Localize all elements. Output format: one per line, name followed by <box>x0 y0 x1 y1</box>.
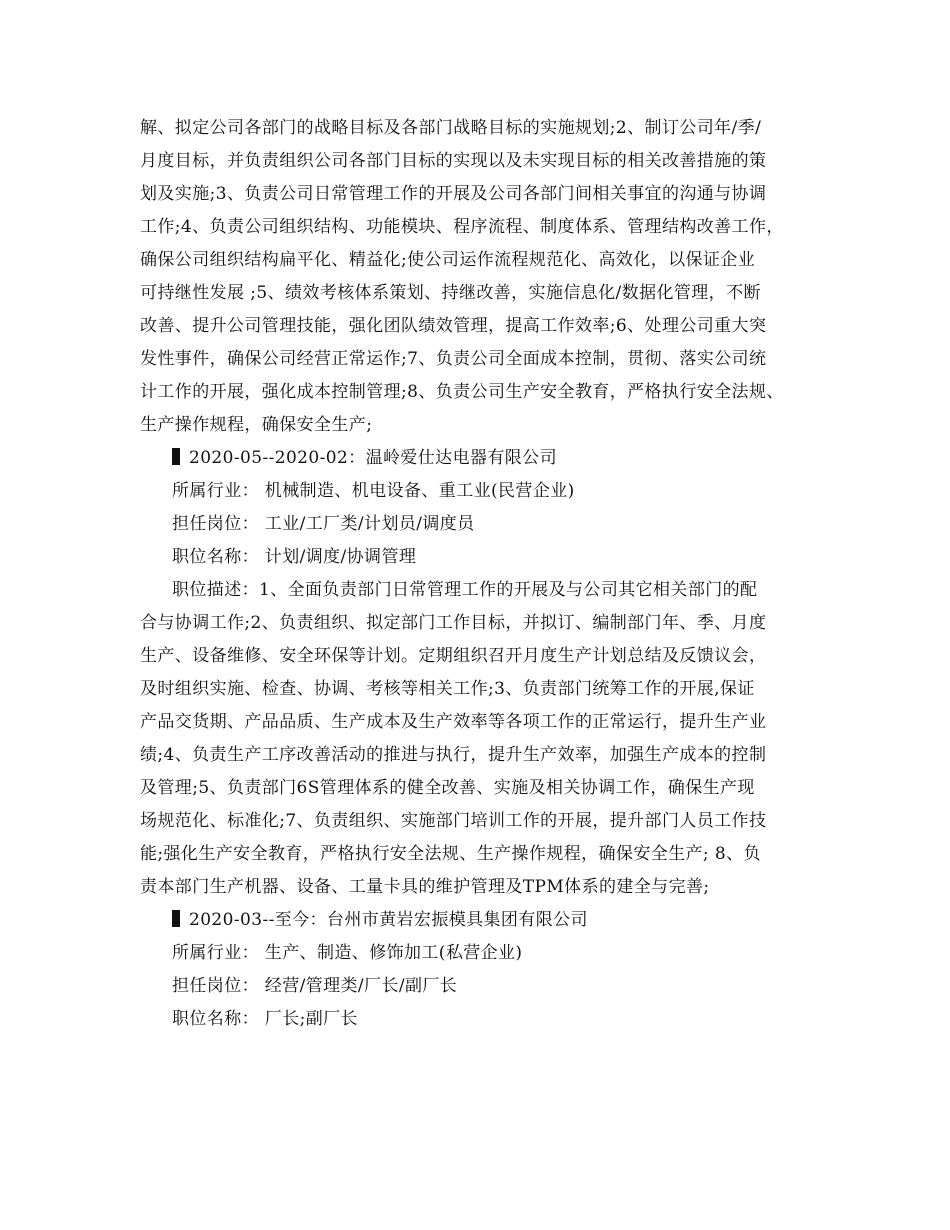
paragraph-line: 改善、提升公司管理技能，强化团队绩效管理，提高工作效率;6、处理公司重大突 <box>140 316 767 336</box>
paragraph-line: 月度目标，并负责组织公司各部门目标的实现以及未实现目标的相关改善措施的策 <box>140 151 767 171</box>
job-post: 担任岗位： 经营/管理类/厂长/副厂长 <box>172 976 458 996</box>
job-description-line: 绩;4、负责生产工序改善活动的推进与执行，提升生产效率，加强生产成本的控制 <box>140 745 767 765</box>
job-title: 职位名称： 计划/调度/协调管理 <box>172 547 417 567</box>
job-description-line: 责本部门生产机器、设备、工量卡具的维护管理及TPM体系的建全与完善; <box>140 877 710 897</box>
job-header-text: 2020-03--至今：台州市黄岩宏振模具集团有限公司 <box>189 910 588 930</box>
job-description-line: 合与协调工作;2、负责组织、拟定部门工作目标，并拟订、编制部门年、季、月度 <box>140 613 767 633</box>
job-description-line: 场规范化、标准化;7、负责组织、实施部门培训工作的开展，提升部门人员工作技 <box>140 811 767 831</box>
paragraph-line: 工作;4、负责公司组织结构、功能模块、程序流程、制度体系、管理结构改善工作， <box>140 217 784 237</box>
bullet-icon <box>172 910 180 927</box>
job-industry: 所属行业： 机械制造、机电设备、重工业(民营企业) <box>172 481 575 501</box>
job-header <box>172 910 588 930</box>
job-description-line: 产品交货期、产品品质、生产成本及生产效率等各项工作的正常运行，提升生产业 <box>140 712 767 732</box>
paragraph-line: 确保公司组织结构扁平化、精益化;使公司运作流程规范化、高效化，以保证企业 <box>140 250 756 270</box>
paragraph-line: 生产操作规程，确保安全生产; <box>140 415 373 435</box>
paragraph-line: 计工作的开展，强化成本控制管理;8、负责公司生产安全教育，严格执行安全法规、 <box>140 382 784 402</box>
job-post: 担任岗位： 工业/工厂类/计划员/调度员 <box>172 514 475 534</box>
paragraph-line: 划及实施;3、负责公司日常管理工作的开展及公司各部门间相关事宜的沟通与协调 <box>140 184 767 204</box>
job-industry: 所属行业： 生产、制造、修饰加工(私营企业) <box>172 943 523 963</box>
paragraph-line: 可持继性发展 ;5、绩效考核体系策划、持继改善，实施信息化/数据化管理，不断 <box>140 283 761 303</box>
paragraph-line: 解、拟定公司各部门的战略目标及各部门战略目标的实施规划;2、制订公司年/季/ <box>140 118 762 138</box>
job-description-line: 生产、设备维修、安全环保等计划。定期组织召开月度生产计划总结及反馈议会， <box>140 646 767 666</box>
job-header-text: 2020-05--2020-02：温岭爱仕达电器有限公司 <box>189 448 557 468</box>
job-description-line: 能;强化生产安全教育，严格执行安全法规、生产操作规程，确保安全生产; 8、负 <box>140 844 761 864</box>
job-title: 职位名称： 厂长;副厂长 <box>172 1009 358 1029</box>
job-description-line: 及管理;5、负责部门6S管理体系的健全改善、实施及相关协调工作，确保生产现 <box>140 778 755 798</box>
job-description-line: 及时组织实施、检查、协调、考核等相关工作;3、负责部门统筹工作的开展,保证 <box>140 679 755 699</box>
job-description-line: 职位描述：1、全面负责部门日常管理工作的开展及与公司其它相关部门的配 <box>172 580 758 600</box>
bullet-icon <box>172 448 180 465</box>
job-header <box>172 448 557 468</box>
paragraph-line: 发性事件，确保公司经营正常运作;7、负责公司全面成本控制，贯彻、落实公司统 <box>140 349 767 369</box>
